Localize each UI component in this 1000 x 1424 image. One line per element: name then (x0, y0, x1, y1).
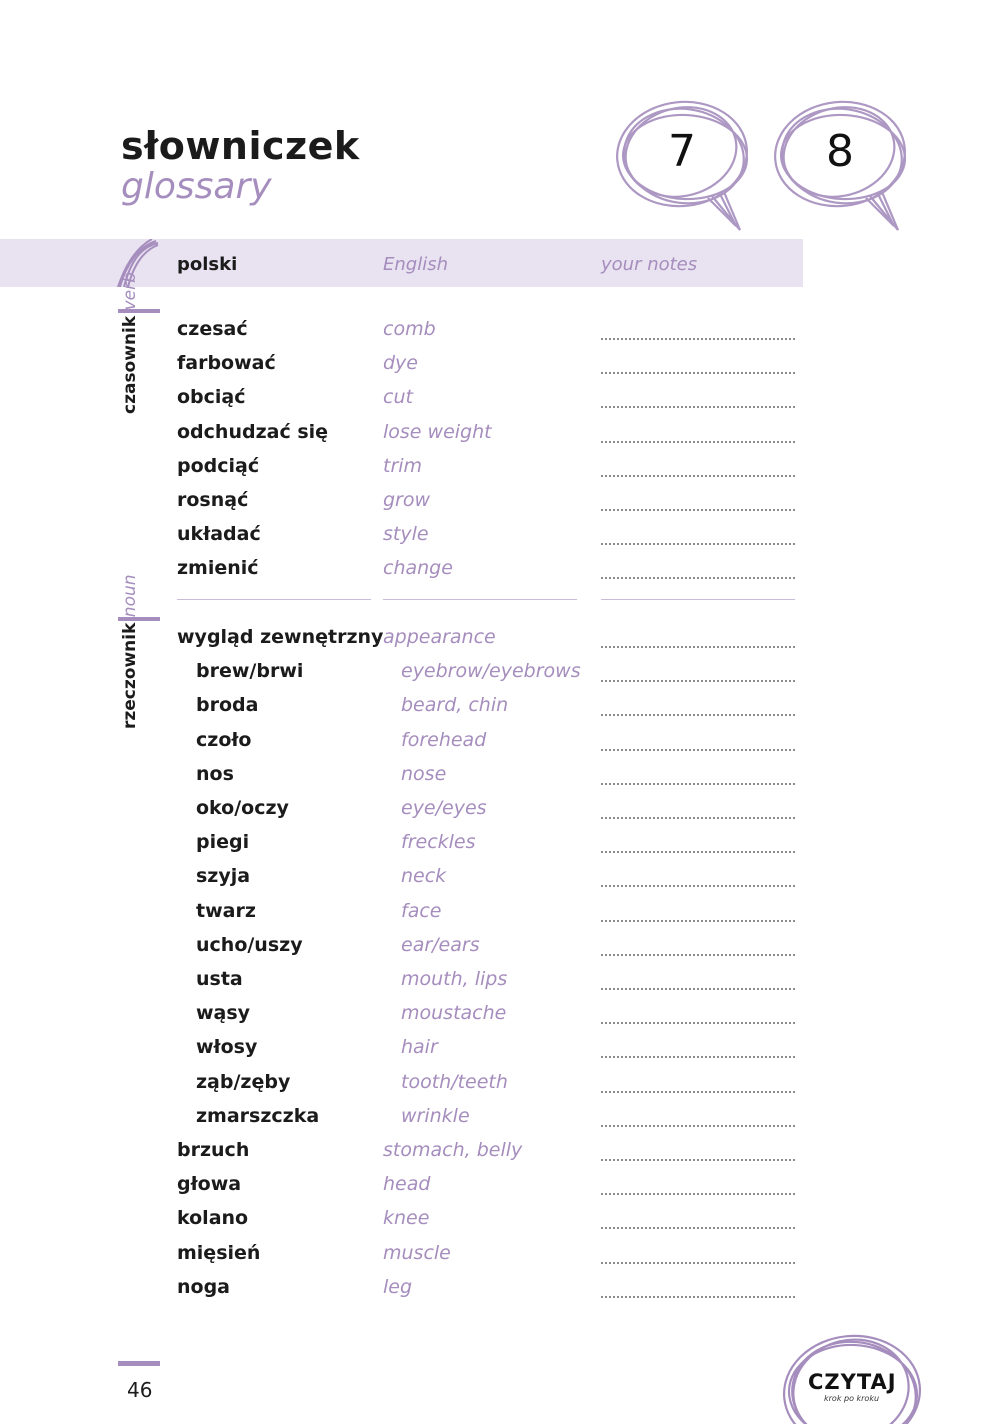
notes-line[interactable] (601, 1159, 795, 1161)
english-translation: mouth, lips (401, 968, 508, 990)
polish-word: oko/oczy (196, 797, 289, 819)
polish-word: czesać (177, 318, 248, 340)
section-label-polish: rzeczownik (120, 622, 140, 729)
page-subtitle: glossary (121, 166, 272, 207)
glossary-row (0, 1207, 1000, 1241)
english-translation: eye/eyes (401, 797, 487, 819)
notes-line[interactable] (601, 851, 795, 853)
notes-line[interactable] (601, 749, 795, 751)
notes-line[interactable] (601, 1262, 795, 1264)
polish-word: odchudzać się (177, 421, 329, 443)
english-translation: change (383, 557, 453, 579)
glossary-row (0, 900, 1000, 934)
notes-line[interactable] (601, 475, 795, 477)
page-number: 46 (127, 1378, 153, 1402)
english-translation: hair (401, 1036, 438, 1058)
glossary-row (0, 1276, 1000, 1310)
notes-line[interactable] (601, 988, 795, 990)
notes-line[interactable] (601, 1022, 795, 1024)
polish-word: obciąć (177, 386, 246, 408)
polish-word: rosnąć (177, 489, 249, 511)
polish-word: szyja (196, 865, 251, 887)
english-translation: nose (401, 763, 447, 785)
english-translation: freckles (401, 831, 476, 853)
column-header-english: English (383, 254, 448, 275)
english-translation: dye (383, 352, 418, 374)
level-bubble-8 (770, 96, 920, 236)
notes-line[interactable] (601, 885, 795, 887)
polish-word: mięsień (177, 1242, 261, 1264)
level-number: 7 (668, 126, 696, 177)
english-translation: head (383, 1173, 431, 1195)
notes-line[interactable] (601, 406, 795, 408)
english-translation: comb (383, 318, 436, 340)
glossary-row (0, 1105, 1000, 1139)
glossary-row (0, 1139, 1000, 1173)
english-translation: forehead (401, 729, 487, 751)
polish-word: ucho/uszy (196, 934, 303, 956)
notes-line[interactable] (601, 646, 795, 648)
english-translation: beard, chin (401, 694, 509, 716)
section-divider (383, 599, 577, 600)
polish-word: zmarszczka (196, 1105, 320, 1127)
english-translation: moustache (401, 1002, 507, 1024)
section-label-polish: czasownik (120, 315, 140, 414)
notes-line[interactable] (601, 338, 795, 340)
notes-line[interactable] (601, 817, 795, 819)
polish-word: podciąć (177, 455, 260, 477)
glossary-row (0, 557, 1000, 591)
polish-word: piegi (196, 831, 250, 853)
english-translation: muscle (383, 1242, 451, 1264)
polish-word: brzuch (177, 1139, 250, 1161)
notes-line[interactable] (601, 1056, 795, 1058)
glossary-row (0, 797, 1000, 831)
polish-word: zmienić (177, 557, 259, 579)
notes-line[interactable] (601, 441, 795, 443)
notes-line[interactable] (601, 372, 795, 374)
section-divider (601, 599, 795, 600)
english-translation: trim (383, 455, 423, 477)
polish-word: ząb/zęby (196, 1071, 291, 1093)
glossary-row (0, 626, 1000, 660)
column-header-polish: polski (177, 254, 238, 275)
page-title: słowniczek (121, 124, 360, 168)
glossary-row (0, 968, 1000, 1002)
glossary-row (0, 523, 1000, 557)
glossary-row (0, 831, 1000, 865)
notes-line[interactable] (601, 1193, 795, 1195)
notes-line[interactable] (601, 1227, 795, 1229)
english-translation: lose weight (383, 421, 492, 443)
english-translation: appearance (383, 626, 496, 648)
polish-word: broda (196, 694, 259, 716)
english-translation: eyebrow/eyebrows (401, 660, 581, 682)
english-translation: cut (383, 386, 413, 408)
polish-word: kolano (177, 1207, 249, 1229)
polish-word: włosy (196, 1036, 258, 1058)
section-divider (177, 599, 371, 600)
english-translation: stomach, belly (383, 1139, 523, 1161)
polish-word: nos (196, 763, 234, 785)
polish-word: brew/brwi (196, 660, 304, 682)
glossary-row (0, 1002, 1000, 1036)
glossary-row (0, 660, 1000, 694)
polish-word: wąsy (196, 1002, 251, 1024)
level-number: 8 (826, 126, 854, 177)
glossary-row (0, 763, 1000, 797)
english-translation: neck (401, 865, 447, 887)
polish-word: usta (196, 968, 243, 990)
english-translation: wrinkle (401, 1105, 470, 1127)
polish-word: noga (177, 1276, 231, 1298)
notes-line[interactable] (601, 783, 795, 785)
polish-word: układać (177, 523, 261, 545)
english-translation: knee (383, 1207, 430, 1229)
glossary-row (0, 729, 1000, 763)
english-translation: leg (383, 1276, 413, 1298)
glossary-row (0, 421, 1000, 455)
section-label-english: noun (120, 574, 140, 618)
polish-word: twarz (196, 900, 256, 922)
notes-line[interactable] (601, 509, 795, 511)
english-translation: tooth/teeth (401, 1071, 508, 1093)
glossary-row (0, 1071, 1000, 1105)
czytaj-logo (774, 1330, 934, 1424)
glossary-row (0, 1173, 1000, 1207)
logo-tagline: krok po kroku (824, 1394, 880, 1403)
column-header-notes: your notes (601, 254, 698, 275)
notes-line[interactable] (601, 543, 795, 545)
notes-line[interactable] (601, 920, 795, 922)
glossary-row (0, 1242, 1000, 1276)
glossary-row (0, 865, 1000, 899)
notes-line[interactable] (601, 1125, 795, 1127)
glossary-row (0, 934, 1000, 968)
polish-word: wygląd zewnętrzny (177, 626, 384, 648)
notes-line[interactable] (601, 680, 795, 682)
glossary-row (0, 386, 1000, 420)
english-translation: grow (383, 489, 431, 511)
section-label-english: verb (120, 272, 140, 311)
polish-word: głowa (177, 1173, 242, 1195)
english-translation: ear/ears (401, 934, 480, 956)
glossary-row (0, 489, 1000, 523)
glossary-row (0, 694, 1000, 728)
glossary-row (0, 318, 1000, 352)
polish-word: farbować (177, 352, 276, 374)
page-number-marker (118, 1361, 160, 1366)
polish-word: czoło (196, 729, 252, 751)
glossary-row (0, 1036, 1000, 1070)
logo-word: CZYTAJ (808, 1370, 897, 1394)
glossary-row (0, 455, 1000, 489)
english-translation: style (383, 523, 429, 545)
glossary-row (0, 352, 1000, 386)
notes-line[interactable] (601, 577, 795, 579)
notes-line[interactable] (601, 1296, 795, 1298)
notes-line[interactable] (601, 954, 795, 956)
level-bubble-7 (612, 96, 762, 236)
notes-line[interactable] (601, 1091, 795, 1093)
english-translation: face (401, 900, 442, 922)
notes-line[interactable] (601, 714, 795, 716)
